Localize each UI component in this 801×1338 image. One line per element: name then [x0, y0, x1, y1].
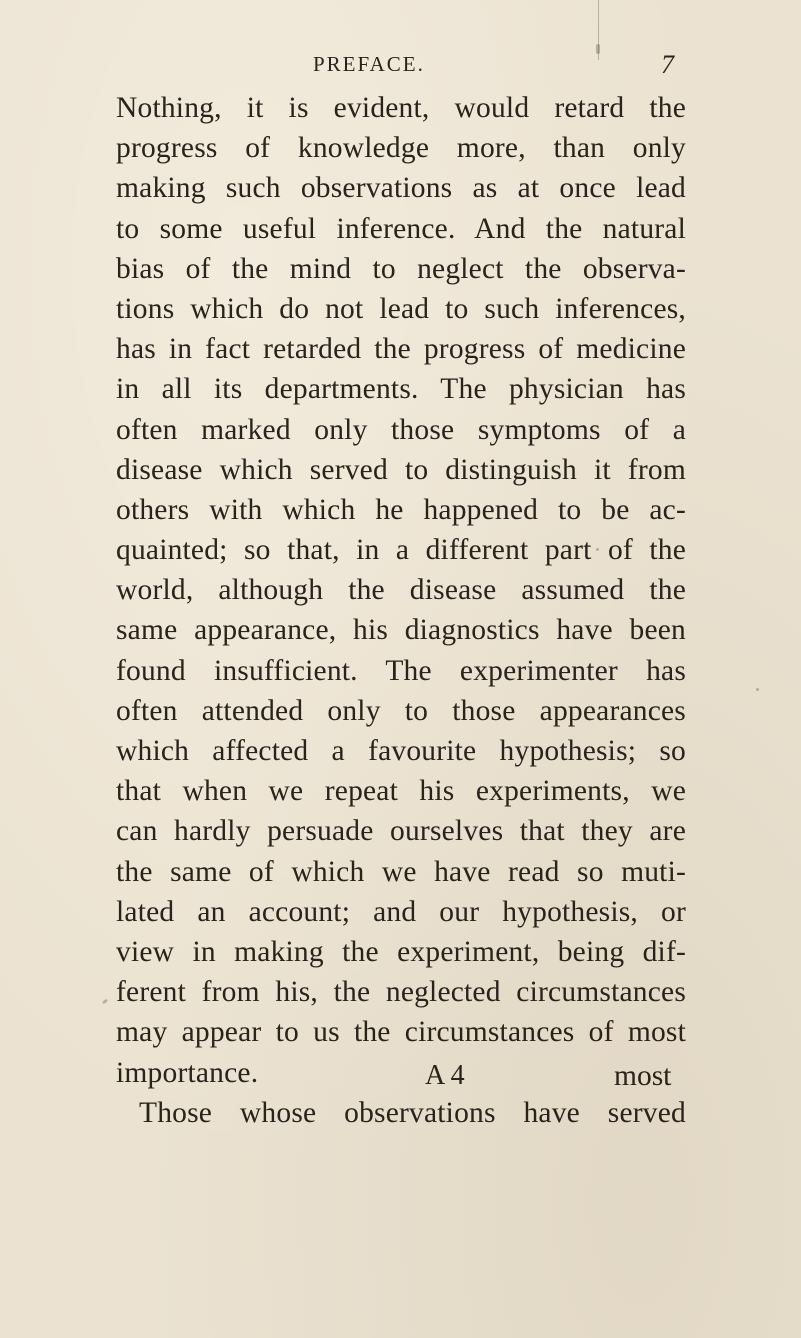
paper-speck — [756, 688, 759, 691]
text-line: often attended only to those appearances — [116, 694, 686, 727]
text-line: Nothing, it is evident, would retard the — [116, 92, 686, 124]
text-line: the same of which we have read so muti- — [116, 855, 686, 888]
text-line: lated an account; and our hypothesis, or — [116, 895, 686, 928]
text-line: that when we repeat his experiments, we — [116, 775, 686, 808]
text-line: tions which do not lead to such inferences, — [116, 292, 686, 325]
text-line: often marked only those symptoms of a — [116, 413, 686, 446]
signature-mark: A 4 — [425, 1060, 465, 1091]
text-line: world, although the disease assumed the — [116, 574, 686, 607]
catchword: most — [614, 1060, 672, 1092]
text-line: Those whose observations have served — [139, 1096, 686, 1129]
text-line: can hardly persuade ourselves that they are — [116, 815, 686, 848]
text-line: others with which he happened to be ac- — [116, 493, 686, 526]
paper-speck — [102, 998, 109, 1004]
text-line: in all its departments. The physician has — [116, 373, 686, 406]
text-line: view in making the experiment, being dif- — [116, 935, 686, 968]
text-line: bias of the mind to neglect the observa- — [116, 252, 686, 285]
text-line: which affected a favourite hypothesis; so — [116, 735, 686, 767]
text-line: same appearance, his diagnostics have been — [116, 614, 686, 647]
text-line: has in fact retarded the progress of medicine — [116, 333, 686, 366]
text-line: importance. — [116, 1056, 259, 1089]
text-line: disease which served to distinguish it from — [116, 453, 686, 486]
text-line: found insufficient. The experimenter has — [116, 654, 686, 687]
paper-speck — [596, 548, 599, 551]
text-line: may appear to us the circumstances of most — [116, 1016, 686, 1049]
text-line: quainted; so that, in a different part of the — [116, 534, 686, 567]
body-text — [116, 88, 686, 1133]
paper-speck — [596, 44, 600, 54]
page-footer — [0, 1060, 801, 1100]
text-line: progress of knowledge more, than only — [116, 132, 686, 165]
text-line: ferent from his, the neglected circumstances — [116, 976, 686, 1009]
running-head-title: PREFACE. — [313, 52, 425, 76]
running-head — [0, 52, 801, 92]
text-line: making such observations as at once lead — [116, 172, 686, 205]
page-number: 7 — [661, 50, 674, 79]
text-line: to some useful inference. And the natural — [116, 212, 686, 245]
